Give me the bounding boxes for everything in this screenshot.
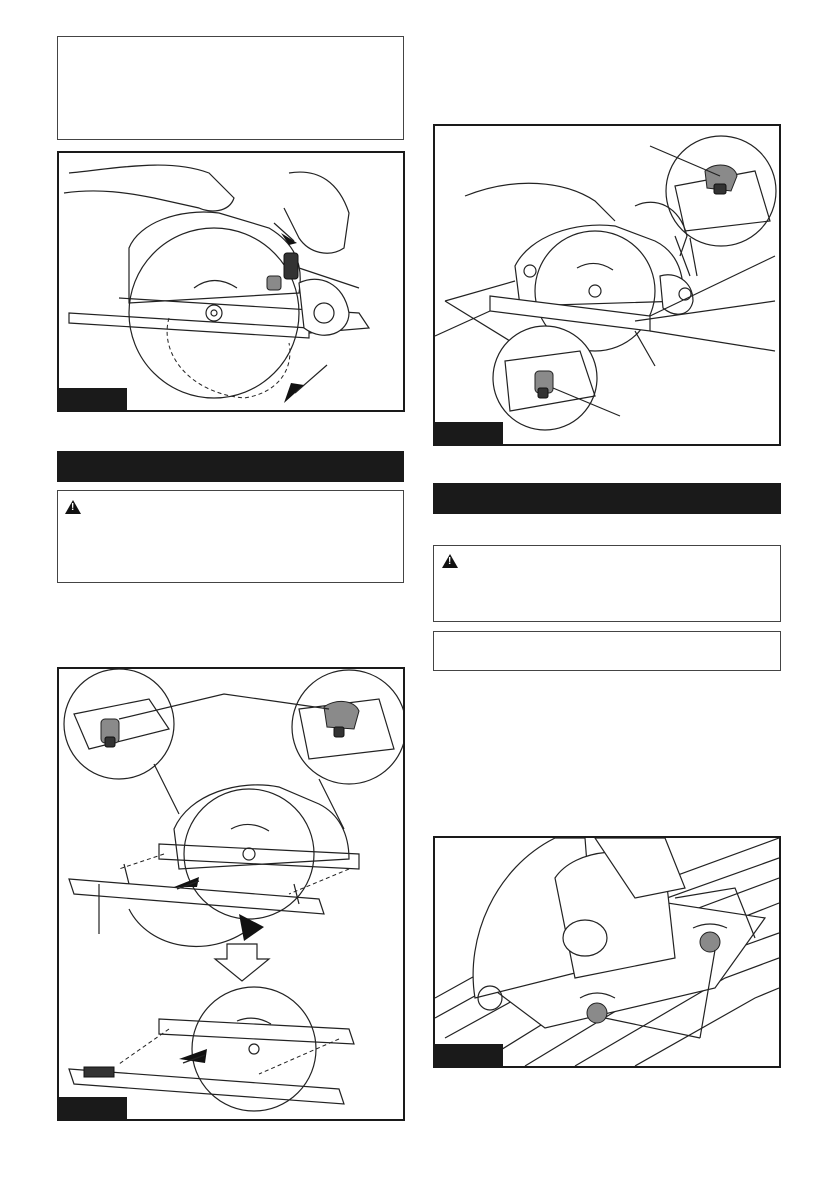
figure-adjusting-knobs — [433, 836, 781, 1068]
warning-box-left — [57, 490, 404, 583]
saw-on-rail-illustration — [435, 126, 779, 444]
saw-plunge-illustration — [59, 153, 403, 410]
guide-rail-attach-illustration — [59, 669, 403, 1119]
hollow-down-arrow-icon — [215, 944, 269, 981]
section-header-right — [433, 483, 781, 514]
figure-label-d — [435, 1044, 503, 1066]
figure-saw-plunge — [57, 151, 405, 412]
note-box-top-left — [57, 36, 404, 140]
figure-saw-on-rail — [433, 124, 781, 446]
figure-label-a — [59, 388, 127, 410]
figure-guide-rail-attach — [57, 667, 405, 1121]
figure-label-c — [59, 1097, 127, 1119]
note-box-right — [433, 631, 781, 671]
warning-box-right — [433, 545, 781, 622]
warning-triangle-icon — [442, 554, 458, 568]
figure-label-b — [435, 422, 503, 444]
warning-triangle-icon — [65, 500, 81, 514]
section-header-left — [57, 451, 404, 482]
direction-arrow-icon — [284, 383, 304, 403]
adjusting-knobs-illustration — [435, 838, 779, 1066]
